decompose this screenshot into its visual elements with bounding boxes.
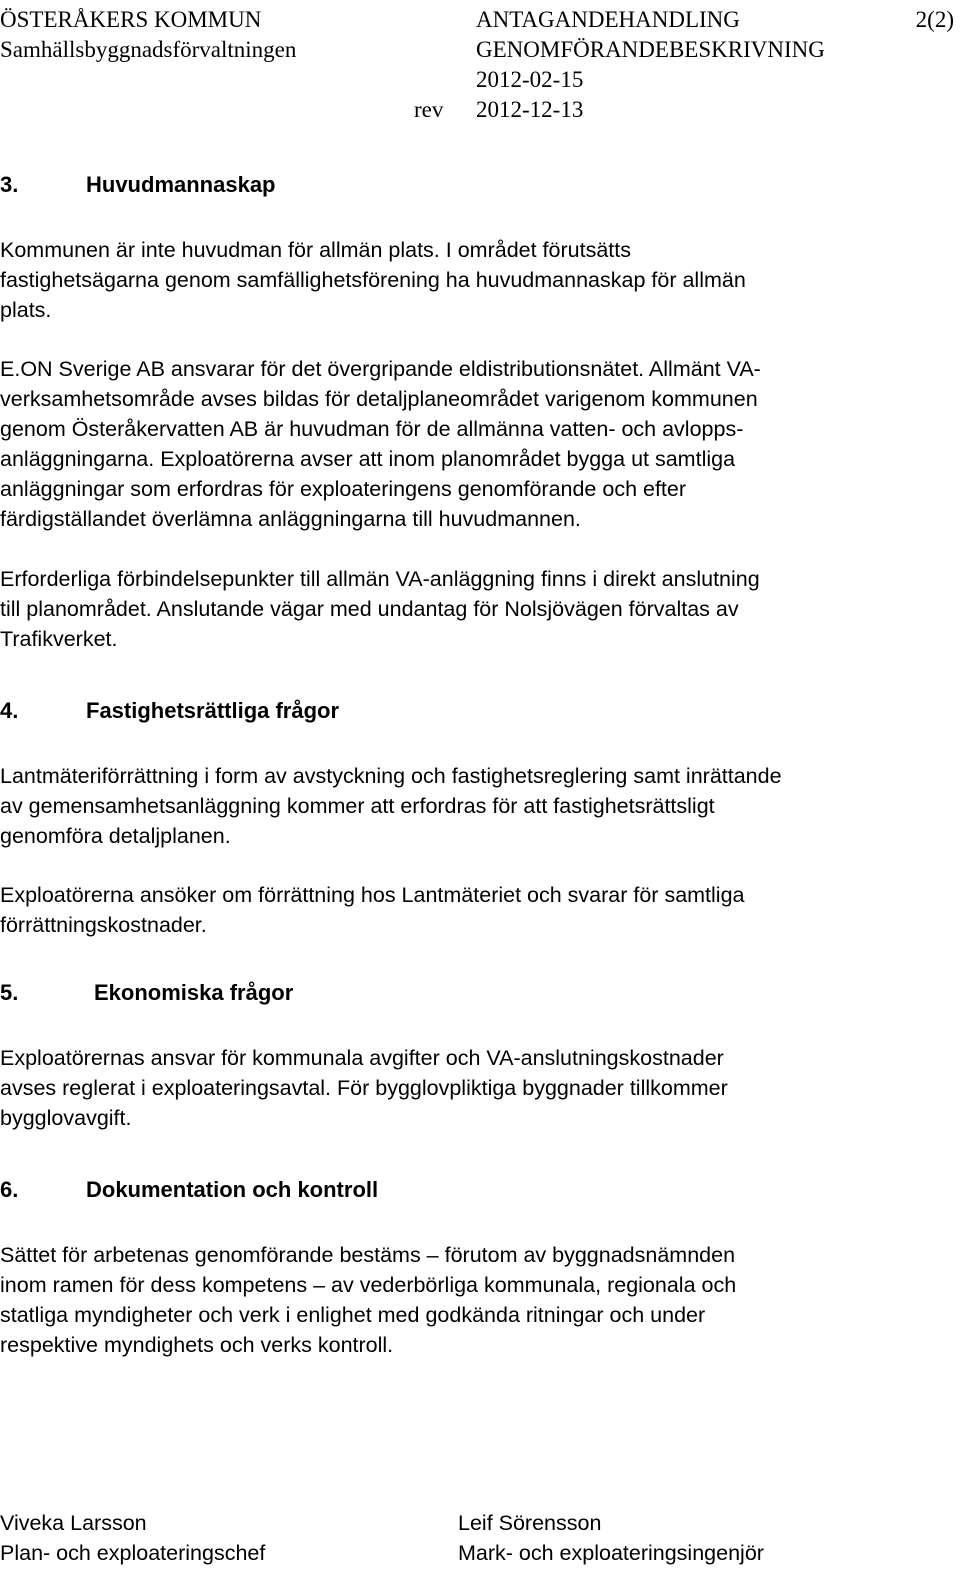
- text-line: färdigställandet överlämna anläggningarna till huvudmannen.: [0, 507, 581, 531]
- text-line: Exploatörerna ansöker om förrättning hos Lantmäteriet och svarar för samtliga: [0, 883, 745, 907]
- section-heading: [0, 697, 339, 725]
- revision-date: 2012-12-13: [476, 97, 584, 122]
- text-line: Erforderliga förbindelsepunkter till allmän VA-anläggning finns i direkt anslutning: [0, 567, 760, 591]
- text-line: Exploatörernas ansvar för kommunala avgifter och VA-anslutningskostnader: [0, 1046, 724, 1070]
- section-title: Ekonomiska frågor: [94, 980, 294, 1005]
- text-line: bygglovavgift.: [0, 1106, 132, 1130]
- revision-label: rev: [414, 97, 444, 122]
- section-title: Huvudmannaskap: [86, 172, 276, 197]
- text-line: genomföra detaljplanen.: [0, 824, 231, 848]
- signature-block: [458, 1508, 764, 1568]
- signatory-name: Viveka Larsson: [0, 1511, 147, 1535]
- text-line: inom ramen för dess kompetens – av vederbörliga kommunala, regionala och: [0, 1273, 737, 1297]
- section-number: 3.: [0, 172, 19, 197]
- section-number: 6.: [0, 1177, 19, 1202]
- section-heading: [0, 171, 276, 199]
- text-line: till planområdet. Anslutande vägar med undantag för Nolsjövägen förvaltas av: [0, 597, 739, 621]
- text-line: anläggningarna. Exploatörerna avser att inom planområdet bygga ut samtliga: [0, 447, 736, 471]
- text-line: Lantmäteriförrättning i form av avstyckning och fastighetsreglering samt inrättande: [0, 764, 782, 788]
- paragraph: [0, 564, 955, 654]
- document-date: 2012-02-15: [476, 67, 584, 92]
- text-line: anläggningar som erfordras för exploateringens genomförande och efter: [0, 477, 687, 501]
- paragraph: [0, 761, 955, 851]
- signatory-name: Leif Sörensson: [458, 1511, 602, 1535]
- organization-name: ÖSTERÅKERS KOMMUN: [0, 7, 262, 32]
- signatory-title: Plan- och exploateringschef: [0, 1541, 266, 1565]
- text-line: avses reglerat i exploateringsavtal. För bygglovpliktiga byggnader tillkommer: [0, 1076, 728, 1100]
- section-heading: [0, 1176, 378, 1204]
- signatory-title: Mark- och exploateringsingenjör: [458, 1541, 764, 1565]
- text-line: statliga myndigheter och verk i enlighet med godkända ritningar och under: [0, 1303, 706, 1327]
- paragraph: [0, 1240, 955, 1360]
- signature-block: [0, 1508, 265, 1568]
- section-number: 4.: [0, 698, 19, 723]
- text-line: Sättet för arbetenas genomförande bestäms – förutom av byggnadsnämnden: [0, 1243, 736, 1267]
- text-line: Kommunen är inte huvudman för allmän plats. I området förutsätts: [0, 238, 631, 262]
- text-line: respektive myndighets och verks kontroll.: [0, 1333, 394, 1357]
- paragraph: [0, 880, 955, 940]
- text-line: plats.: [0, 298, 52, 322]
- text-line: verksamhetsområde avses bildas för detaljplaneområdet varigenom kommunen: [0, 387, 758, 411]
- text-line: genom Österåkervatten AB är huvudman för de allmänna vatten- och avlopps-: [0, 417, 744, 441]
- section-number: 5.: [0, 980, 19, 1005]
- section-title: Fastighetsrättliga frågor: [86, 698, 340, 723]
- paragraph: [0, 235, 955, 325]
- paragraph: [0, 354, 955, 534]
- document-status: ANTAGANDEHANDLING: [476, 7, 740, 32]
- section-heading: [0, 979, 293, 1007]
- paragraph: [0, 1043, 955, 1133]
- text-line: förrättningskostnader.: [0, 913, 207, 937]
- text-line: fastighetsägarna genom samfällighetsförening ha huvudmannaskap för allmän: [0, 268, 746, 292]
- text-line: av gemensamhetsanläggning kommer att erfordras för att fastighetsrättsligt: [0, 794, 715, 818]
- department-name: Samhällsbyggnadsförvaltningen: [0, 37, 297, 62]
- page-number: 2(2): [915, 7, 954, 32]
- section-title: Dokumentation och kontroll: [86, 1177, 379, 1202]
- document-type: GENOMFÖRANDEBESKRIVNING: [476, 37, 825, 62]
- text-line: E.ON Sverige AB ansvarar för det övergripande eldistributionsnätet. Allmänt VA-: [0, 357, 761, 381]
- text-line: Trafikverket.: [0, 627, 118, 651]
